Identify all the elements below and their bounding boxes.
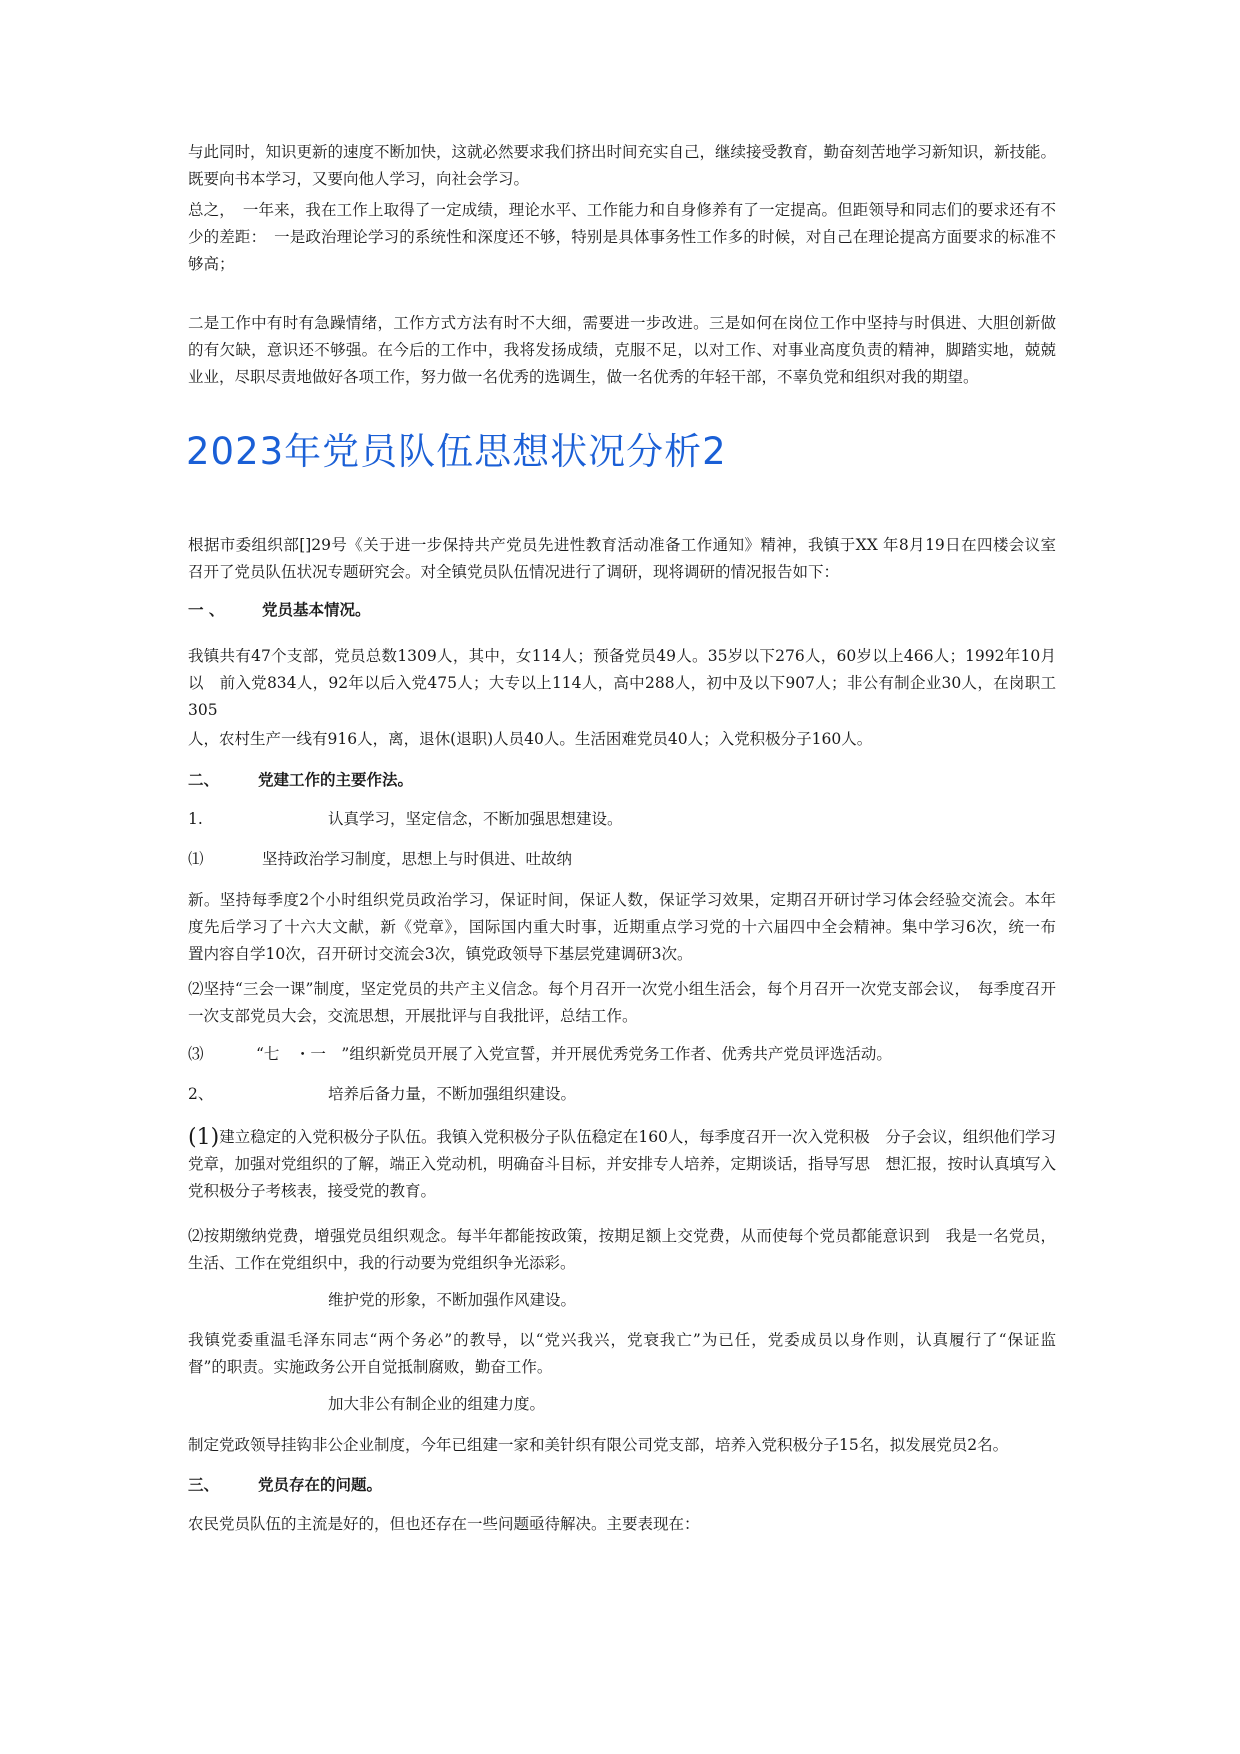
item-text: 建立稳定的入党积极分子队伍。我镇入党积极分子队伍稳定在160人，每季度召开一次入党积极 分子会议，组织他们学习党章，加强对党组织的了解，端正入党动机，明确奋斗目标，并安排专人培养，定期谈话，指导写思 想汇报，按时认真填写入党积极分子考核表，接受党的教育。 — [188, 1128, 1057, 1200]
paragraph-style: 我镇党委重温毛泽东同志“两个务必”的教导，以“党兴我兴，党衰我亡”为已任，党委成员以身作则，认真履行了“保证监 督”的职责。实施政务公开自觉抵制腐败，勤奋工作。 — [188, 1331, 1072, 1376]
document-title: 2023年党员队伍思想状况分析2 — [186, 430, 727, 473]
paragraph-intro: 根据市委组织部[]29号《关于进一步保持共产党员先进性教育活动准备工作通知》精神，我镇于XX 年8月19日在四楼会议室 召开了党员队伍状况专题研究会。对全镇党员队伍情况进行了调研，现将调研的情况报告如下： — [188, 536, 1072, 581]
paragraph-problems: 农民党员队伍的主流是好的，但也还存在一些问题亟待解决。主要表现在： — [188, 1515, 700, 1533]
sub-item-4 — [188, 1124, 1056, 1205]
sub-item-5 — [188, 1223, 1056, 1277]
item-number: ⑴ — [188, 850, 204, 868]
item-text: 认真学习，坚定信念，不断加强思想建设。 — [328, 810, 623, 828]
section-heading-2 — [188, 766, 413, 793]
sub-item-2 — [188, 976, 1056, 1030]
item-text: 坚持“三会一课”制度，坚定党员的共产主义信念。每个月召开一次党小组生活会，每个月召开一次党支部会议， 每季度召开一次支部党员大会，交流思想，开展批评与自我批评，总结工作。 — [188, 980, 1056, 1025]
item-number: 2、 — [188, 1085, 214, 1103]
section-title: 党建工作的主要作法。 — [258, 770, 414, 789]
item-number: 1. — [188, 810, 203, 828]
item-text: 培养后备力量，不断加强组织建设。 — [328, 1085, 577, 1103]
sub-item-1 — [188, 846, 572, 873]
sub-item-3 — [188, 1041, 892, 1068]
section-title: 党员存在的问题。 — [258, 1475, 383, 1494]
paragraph-enterprise: 制定党政领导挂钩非公企业制度，今年已组建一家和美针织有限公司党支部，培养入党积极分子15名，拟发展党员2名。 — [188, 1436, 1009, 1454]
list-item-3: 维护党的形象，不断加强作风建设。 — [328, 1291, 577, 1309]
list-item-1 — [188, 806, 623, 833]
paragraph-stats-cont: 人，农村生产一线有916人，离，退休(退职)人员40人。生活困难党员40人；入党积极分子160人。 — [188, 730, 873, 748]
item-text: 坚持政治学习制度，思想上与时俱进、吐故纳 — [262, 850, 573, 868]
section-number: 三、 — [188, 1475, 220, 1494]
paragraph-study: 新。坚持每季度2个小时组织党员政治学习，保证时间，保证人数，保证学习效果，定期召开研讨学习体会经验交流会。本年 度先后学习了十六大文献，新《党章》，国际国内重大时事，近期重点学习党的十六届四中全会精神。集中学习6次，统一布 置内容自学10次，召开研讨交流会3次，镇党政领导下基层党建调研3次。 — [188, 891, 1072, 963]
section-title: 党员基本情况。 — [262, 600, 371, 619]
item-text: 按期缴纳党费，增强党员组织观念。每半年都能按政策，按期足额上交党费，从而使每个党员都能意识到 我是一名党员，生活、工作在党组织中，我的行动要为党组织争光添彩。 — [188, 1227, 1056, 1272]
section-heading-3 — [188, 1471, 382, 1498]
paragraph-knowledge: 与此同时，知识更新的速度不断加快，这就必然要求我们挤出时间充实自己，继续接受教育，勤奋刻苦地学习新知识，新技能。既要向书本学习，又要向他人学习，向社会学习。 — [188, 143, 1057, 188]
list-item-2 — [188, 1081, 576, 1108]
paragraph-summary: 总之， 一年来，我在工作上取得了一定成绩，理论水平、工作能力和自身修养有了一定提高。但距领导和同志们的要求还有不 少的差距： 一是政治理论学习的系统性和深度还不够，特别是具体事务性工作多的时候，对自己在理论提高方面要求的标准不 够高； — [188, 201, 1072, 273]
item-number: (1) — [188, 1125, 220, 1150]
item-number: ⑶ — [188, 1045, 204, 1063]
item-number: ⑵ — [188, 1227, 204, 1245]
paragraph-shortcomings: 二是工作中有时有急躁情绪，工作方式方法有时不大细，需要进一步改进。三是如何在岗位工作中坚持与时俱进、大胆创新做 的有欠缺，意识还不够强。在今后的工作中，我将发扬成绩，克服不足，以对工作、对事业高度负责的精神，脚踏实地，兢兢 业业，尽职尽责地做好各项工作，努力做一名优秀的选调生，做一名优秀的年轻干部，不辜负党和组织对我的期望。 — [188, 314, 1072, 386]
section-number: 一 、 — [188, 600, 225, 619]
section-heading-1 — [188, 596, 371, 623]
item-number: ⑵ — [188, 980, 204, 998]
section-number: 二、 — [188, 770, 220, 789]
paragraph-stats: 我镇共有47个支部，党员总数1309人，其中，女114人；预备党员49人。35岁以下276人，60岁以上466人；1992年10月以 前入党834人，92年以后入党475人；大专以上114人，高中288人，初中及以下907人；非公有制企业30人，在岗职工305 — [188, 647, 1056, 719]
list-item-4: 加大非公有制企业的组建力度。 — [328, 1395, 546, 1413]
item-text: “七 ・一 ”组织新党员开展了入党宣誓，并开展优秀党务工作者、优秀共产党员评选活动。 — [256, 1045, 892, 1063]
